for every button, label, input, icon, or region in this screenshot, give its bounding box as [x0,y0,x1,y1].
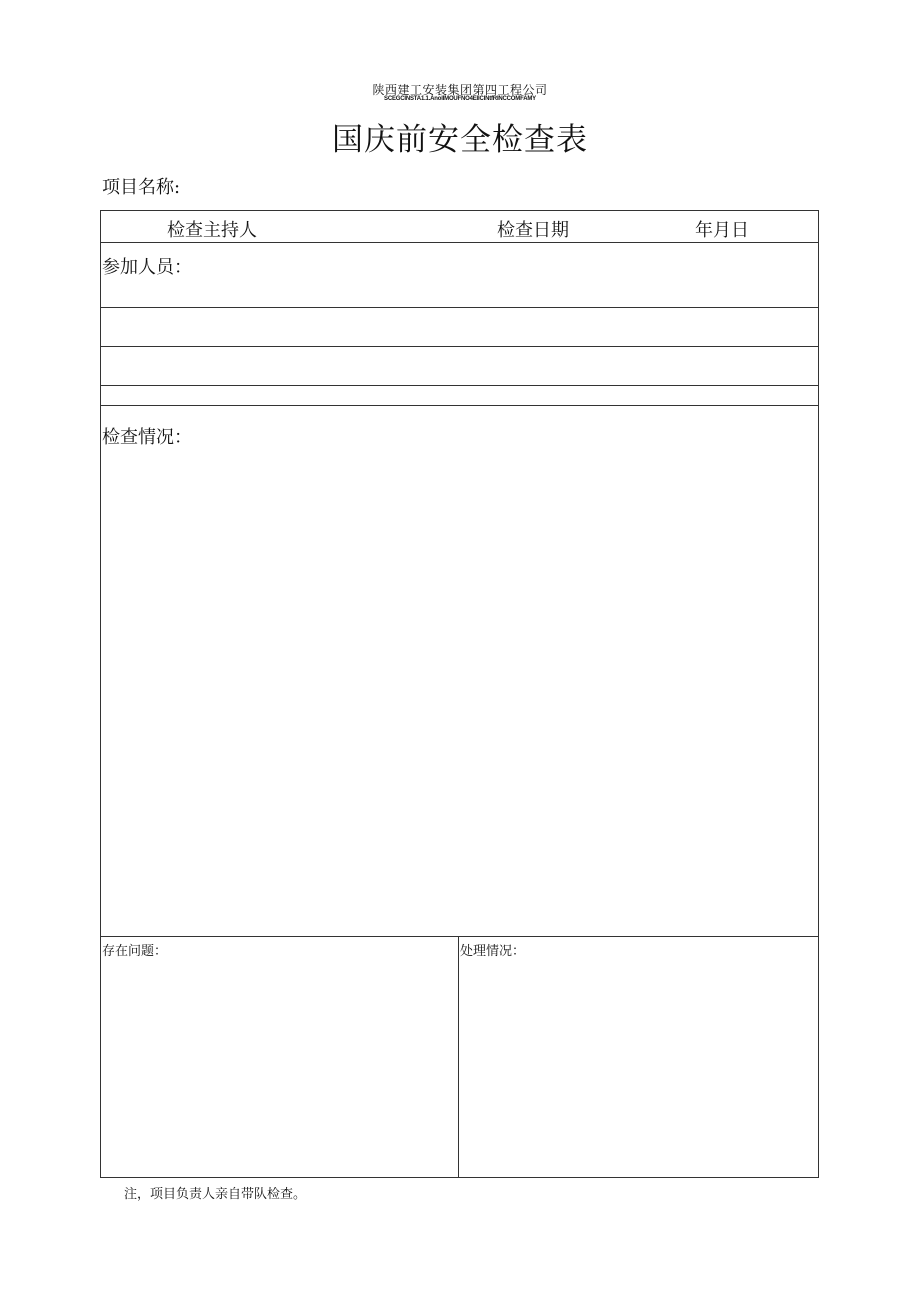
row-divider [101,385,818,386]
page-title: 国庆前安全检查表 [332,122,588,158]
date-label: 检查日期 [497,220,569,241]
inspection-label: 检查情况： [102,427,192,448]
project-name-label: 项目名称: [102,177,181,198]
footer-note: 注，项目负责人亲自带队检查。 [124,1187,307,1202]
row-divider [101,936,818,937]
company-name: 陕西建工安装集团第四工程公司 [372,83,548,97]
issues-label: 存在问题： [102,944,168,959]
column-divider [458,937,459,1177]
row-divider [101,307,818,308]
row-divider [101,242,818,243]
participants-label: 参加人员： [102,257,192,278]
row-divider [101,405,818,406]
handling-label: 处理情况： [460,944,526,959]
row-divider [101,346,818,347]
company-name-english: SCEGCINSTA1.1.AnolIMOUFNO4EIICINtfRINCCOMFAMY [384,96,536,102]
host-label: 检查主持人 [167,220,257,241]
date-value: 年月日 [695,220,749,241]
inspection-form [100,210,819,1178]
